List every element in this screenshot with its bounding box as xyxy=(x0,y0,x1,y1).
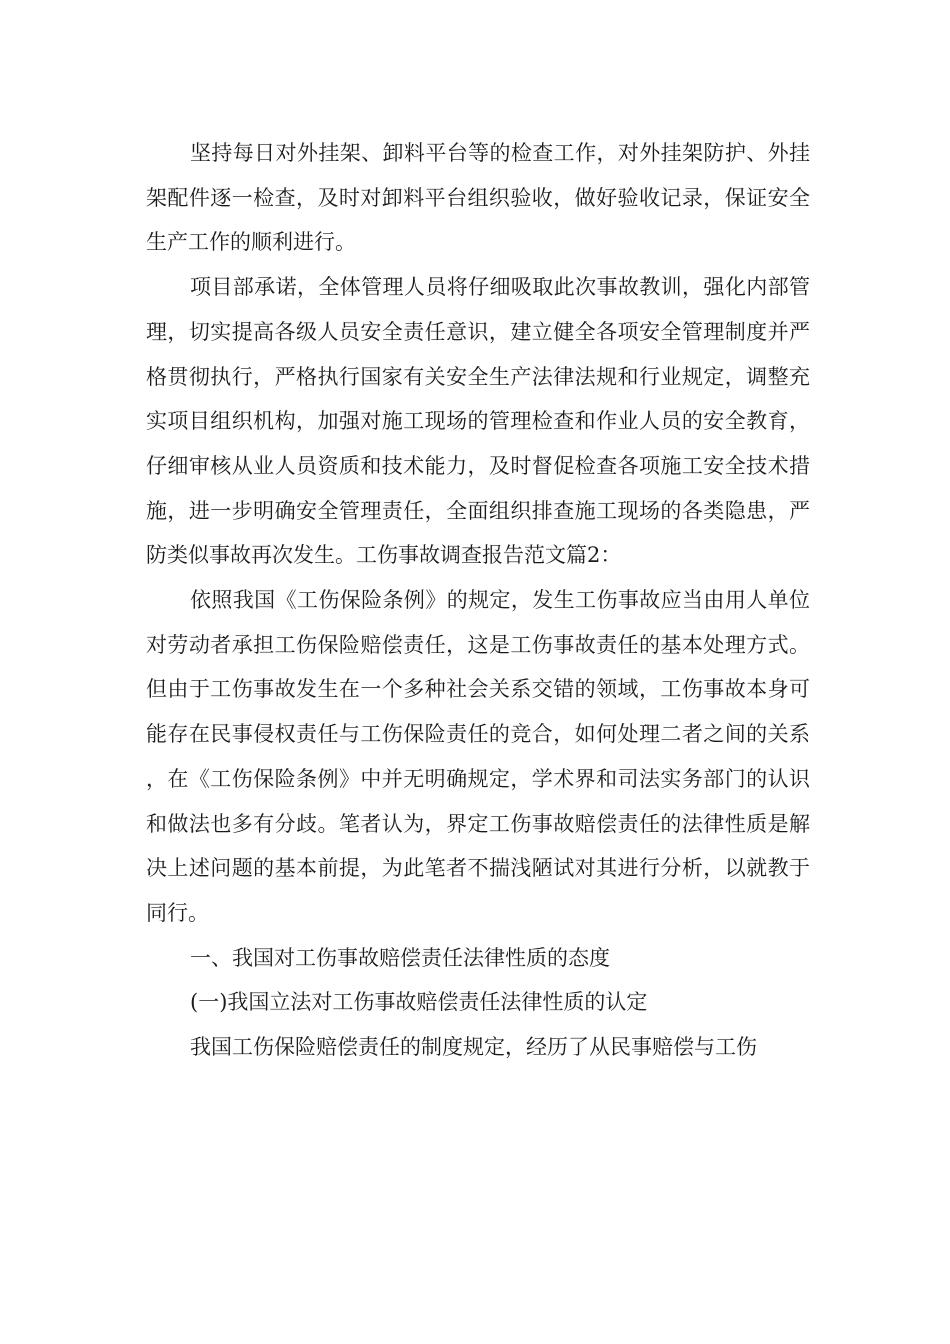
paragraph-inspection: 坚持每日对外挂架、卸料平台等的检查工作，对外挂架防护、外挂架配件逐一检查，及时对卸料平台组织验收，做好验收记录，保证安全生产工作的顺利进行。 xyxy=(146,141,810,255)
section-heading: 一、我国对工伤事故赔偿责任法律性质的态度 xyxy=(190,945,610,970)
paragraph-regulation: 依照我国《工伤保险条例》的规定，发生工伤事故应当由用人单位对劳动者承担工伤保险赔偿责任，这是工伤事故责任的基本处理方式。但由于工伤事故发生在一个多种社会关系交错的领域，工伤事故本身可能存在民事侵权责任与工伤保险责任的竞合，如何处理二者之间的关系，在《工伤保险条例》中并无明确规定，学术界和司法实务部门的认识和做法也多有分歧。笔者认为，界定工伤事故赔偿责任的法律性质是解决上述问题的基本前提，为此笔者不揣浅陋试对其进行分析，以就教于同行。 xyxy=(146,588,810,925)
subsection-heading: (一)我国立法对工伤事故赔偿责任法律性质的认定 xyxy=(190,990,648,1015)
paragraph-commitment: 项目部承诺，全体管理人员将仔细吸取此次事故教训，强化内部管理，切实提高各级人员安全责任意识，建立健全各项安全管理制度并严格贯彻执行，严格执行国家有关安全生产法律法规和行业规定，调整充实项目组织机构，加强对施工现场的管理检查和作业人员的安全教育，仔细审核从业人员资质和技术能力，及时督促检查各项施工安全技术措施，进一步明确安全管理责任，全面组织排查施工现场的各类隐患，严防类似事故再次发生。工伤事故调查报告范文篇2： xyxy=(146,275,810,568)
document-body xyxy=(146,131,810,1070)
paragraph-history: 我国工伤保险赔偿责任的制度规定，经历了从民事赔偿与工伤 xyxy=(190,1035,757,1060)
